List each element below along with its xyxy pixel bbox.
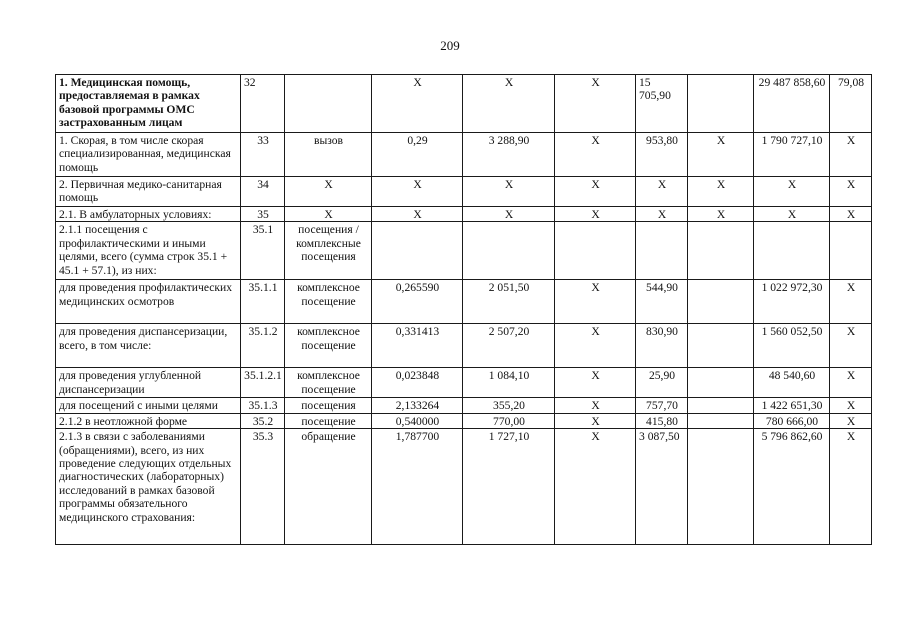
row-name-cell: для проведения углубленной диспансеризации bbox=[56, 368, 241, 398]
table-row bbox=[56, 324, 872, 368]
norm-volume-cell: 0,023848 bbox=[372, 368, 463, 398]
row-code-cell: 35.1.2 bbox=[241, 324, 285, 368]
row-name-cell: 1. Медицинская помощь, предоставляемая в рамках базовой программы ОМС застрахованным лицам bbox=[56, 75, 241, 133]
oms-total-cell: 48 540,60 bbox=[754, 368, 830, 398]
budget-total-cell bbox=[688, 222, 754, 280]
oms-total-cell: 1 560 052,50 bbox=[754, 324, 830, 368]
norm-volume-cell bbox=[372, 222, 463, 280]
unit-cell: комплексное посещение bbox=[285, 280, 372, 324]
oms-per-capita-cell: 830,90 bbox=[636, 324, 688, 368]
unit-cost-cell: X bbox=[463, 75, 555, 133]
budget-total-cell bbox=[688, 280, 754, 324]
budget-per-capita-cell: X bbox=[555, 207, 636, 222]
row-code-cell: 35.3 bbox=[241, 429, 285, 545]
row-code-cell: 35.1.3 bbox=[241, 398, 285, 413]
row-code-cell: 32 bbox=[241, 75, 285, 133]
row-code-cell: 35.1 bbox=[241, 222, 285, 280]
row-code-cell: 34 bbox=[241, 177, 285, 207]
share-percent-cell bbox=[830, 222, 872, 280]
unit-cost-cell: 770,00 bbox=[463, 413, 555, 428]
unit-cell: комплексное посещение bbox=[285, 324, 372, 368]
budget-total-cell bbox=[688, 413, 754, 428]
budget-total-cell bbox=[688, 324, 754, 368]
oms-per-capita-cell bbox=[636, 222, 688, 280]
unit-cost-cell: 1 727,10 bbox=[463, 429, 555, 545]
budget-per-capita-cell: X bbox=[555, 429, 636, 545]
row-name-cell: 2. Первичная медико-санитарная помощь bbox=[56, 177, 241, 207]
budget-per-capita-cell: X bbox=[555, 324, 636, 368]
budget-per-capita-cell: X bbox=[555, 133, 636, 177]
norm-volume-cell: X bbox=[372, 207, 463, 222]
budget-per-capita-cell: X bbox=[555, 398, 636, 413]
unit-cell: посещения bbox=[285, 398, 372, 413]
table-row bbox=[56, 75, 872, 133]
oms-total-cell: 1 022 972,30 bbox=[754, 280, 830, 324]
oms-per-capita-cell: 544,90 bbox=[636, 280, 688, 324]
share-percent-cell: X bbox=[830, 429, 872, 545]
page-number: 209 bbox=[440, 38, 460, 53]
share-percent-cell: X bbox=[830, 324, 872, 368]
row-code-cell: 35.2 bbox=[241, 413, 285, 428]
row-code-cell: 35.1.2.1 bbox=[241, 368, 285, 398]
omc-program-table bbox=[55, 74, 872, 545]
unit-cell: посещения / комплексные посещения bbox=[285, 222, 372, 280]
row-name-cell: для посещений с иными целями bbox=[56, 398, 241, 413]
share-percent-cell: X bbox=[830, 177, 872, 207]
table-row bbox=[56, 207, 872, 222]
unit-cost-cell: 3 288,90 bbox=[463, 133, 555, 177]
oms-total-cell: 780 666,00 bbox=[754, 413, 830, 428]
row-name-cell: 2.1.3 в связи с заболеваниями (обращениями), всего, из них проведение следующих отдельных диагностических (лабораторных) исследований в рамках базовой программы обязательного медицинского страхования: bbox=[56, 429, 241, 545]
unit-cost-cell: 1 084,10 bbox=[463, 368, 555, 398]
share-percent-cell: X bbox=[830, 368, 872, 398]
table-row bbox=[56, 413, 872, 428]
unit-cell: комплексное посещение bbox=[285, 368, 372, 398]
budget-total-cell bbox=[688, 75, 754, 133]
budget-per-capita-cell: X bbox=[555, 368, 636, 398]
norm-volume-cell: 2,133264 bbox=[372, 398, 463, 413]
budget-per-capita-cell: X bbox=[555, 413, 636, 428]
oms-total-cell: X bbox=[754, 207, 830, 222]
oms-per-capita-cell: 415,80 bbox=[636, 413, 688, 428]
row-code-cell: 33 bbox=[241, 133, 285, 177]
norm-volume-cell: 0,540000 bbox=[372, 413, 463, 428]
share-percent-cell: X bbox=[830, 398, 872, 413]
table-row bbox=[56, 429, 872, 545]
row-code-cell: 35 bbox=[241, 207, 285, 222]
unit-cell: X bbox=[285, 207, 372, 222]
unit-cost-cell: X bbox=[463, 177, 555, 207]
unit-cost-cell: X bbox=[463, 207, 555, 222]
table-row bbox=[56, 368, 872, 398]
unit-cost-cell: 2 051,50 bbox=[463, 280, 555, 324]
row-name-cell: 2.1.2 в неотложной форме bbox=[56, 413, 241, 428]
budget-total-cell bbox=[688, 368, 754, 398]
unit-cost-cell: 2 507,20 bbox=[463, 324, 555, 368]
oms-per-capita-cell: 15 705,90 bbox=[636, 75, 688, 133]
unit-cost-cell bbox=[463, 222, 555, 280]
unit-cell: посещение bbox=[285, 413, 372, 428]
oms-per-capita-cell: 3 087,50 bbox=[636, 429, 688, 545]
budget-total-cell: X bbox=[688, 177, 754, 207]
share-percent-cell: X bbox=[830, 133, 872, 177]
unit-cell bbox=[285, 75, 372, 133]
oms-total-cell: 1 790 727,10 bbox=[754, 133, 830, 177]
row-name-cell: 1. Скорая, в том числе скорая специализированная, медицинская помощь bbox=[56, 133, 241, 177]
norm-volume-cell: X bbox=[372, 177, 463, 207]
budget-total-cell: X bbox=[688, 207, 754, 222]
row-name-cell: для проведения диспансеризации, всего, в том числе: bbox=[56, 324, 241, 368]
share-percent-cell: X bbox=[830, 207, 872, 222]
norm-volume-cell: X bbox=[372, 75, 463, 133]
row-name-cell: 2.1. В амбулаторных условиях: bbox=[56, 207, 241, 222]
oms-total-cell: X bbox=[754, 177, 830, 207]
budget-per-capita-cell: X bbox=[555, 177, 636, 207]
budget-per-capita-cell: X bbox=[555, 75, 636, 133]
oms-total-cell bbox=[754, 222, 830, 280]
budget-per-capita-cell bbox=[555, 222, 636, 280]
oms-total-cell: 29 487 858,60 bbox=[754, 75, 830, 133]
unit-cell: обращение bbox=[285, 429, 372, 545]
oms-per-capita-cell: 757,70 bbox=[636, 398, 688, 413]
row-name-cell: 2.1.1 посещения с профилактическими и иными целями, всего (сумма строк 35.1 + 45.1 + 57.1), из них: bbox=[56, 222, 241, 280]
oms-per-capita-cell: 25,90 bbox=[636, 368, 688, 398]
unit-cost-cell: 355,20 bbox=[463, 398, 555, 413]
table-row bbox=[56, 133, 872, 177]
norm-volume-cell: 0,29 bbox=[372, 133, 463, 177]
budget-total-cell: X bbox=[688, 133, 754, 177]
norm-volume-cell: 1,787700 bbox=[372, 429, 463, 545]
share-percent-cell: X bbox=[830, 280, 872, 324]
oms-per-capita-cell: X bbox=[636, 177, 688, 207]
unit-cell: вызов bbox=[285, 133, 372, 177]
unit-cell: X bbox=[285, 177, 372, 207]
oms-per-capita-cell: 953,80 bbox=[636, 133, 688, 177]
share-percent-cell: 79,08 bbox=[830, 75, 872, 133]
budget-total-cell bbox=[688, 429, 754, 545]
budget-total-cell bbox=[688, 398, 754, 413]
table-row bbox=[56, 177, 872, 207]
norm-volume-cell: 0,331413 bbox=[372, 324, 463, 368]
row-name-cell: для проведения профилактических медицинских осмотров bbox=[56, 280, 241, 324]
oms-total-cell: 5 796 862,60 bbox=[754, 429, 830, 545]
table-row bbox=[56, 280, 872, 324]
table-row bbox=[56, 222, 872, 280]
oms-per-capita-cell: X bbox=[636, 207, 688, 222]
share-percent-cell: X bbox=[830, 413, 872, 428]
norm-volume-cell: 0,265590 bbox=[372, 280, 463, 324]
budget-per-capita-cell: X bbox=[555, 280, 636, 324]
row-code-cell: 35.1.1 bbox=[241, 280, 285, 324]
oms-total-cell: 1 422 651,30 bbox=[754, 398, 830, 413]
table-row bbox=[56, 398, 872, 413]
